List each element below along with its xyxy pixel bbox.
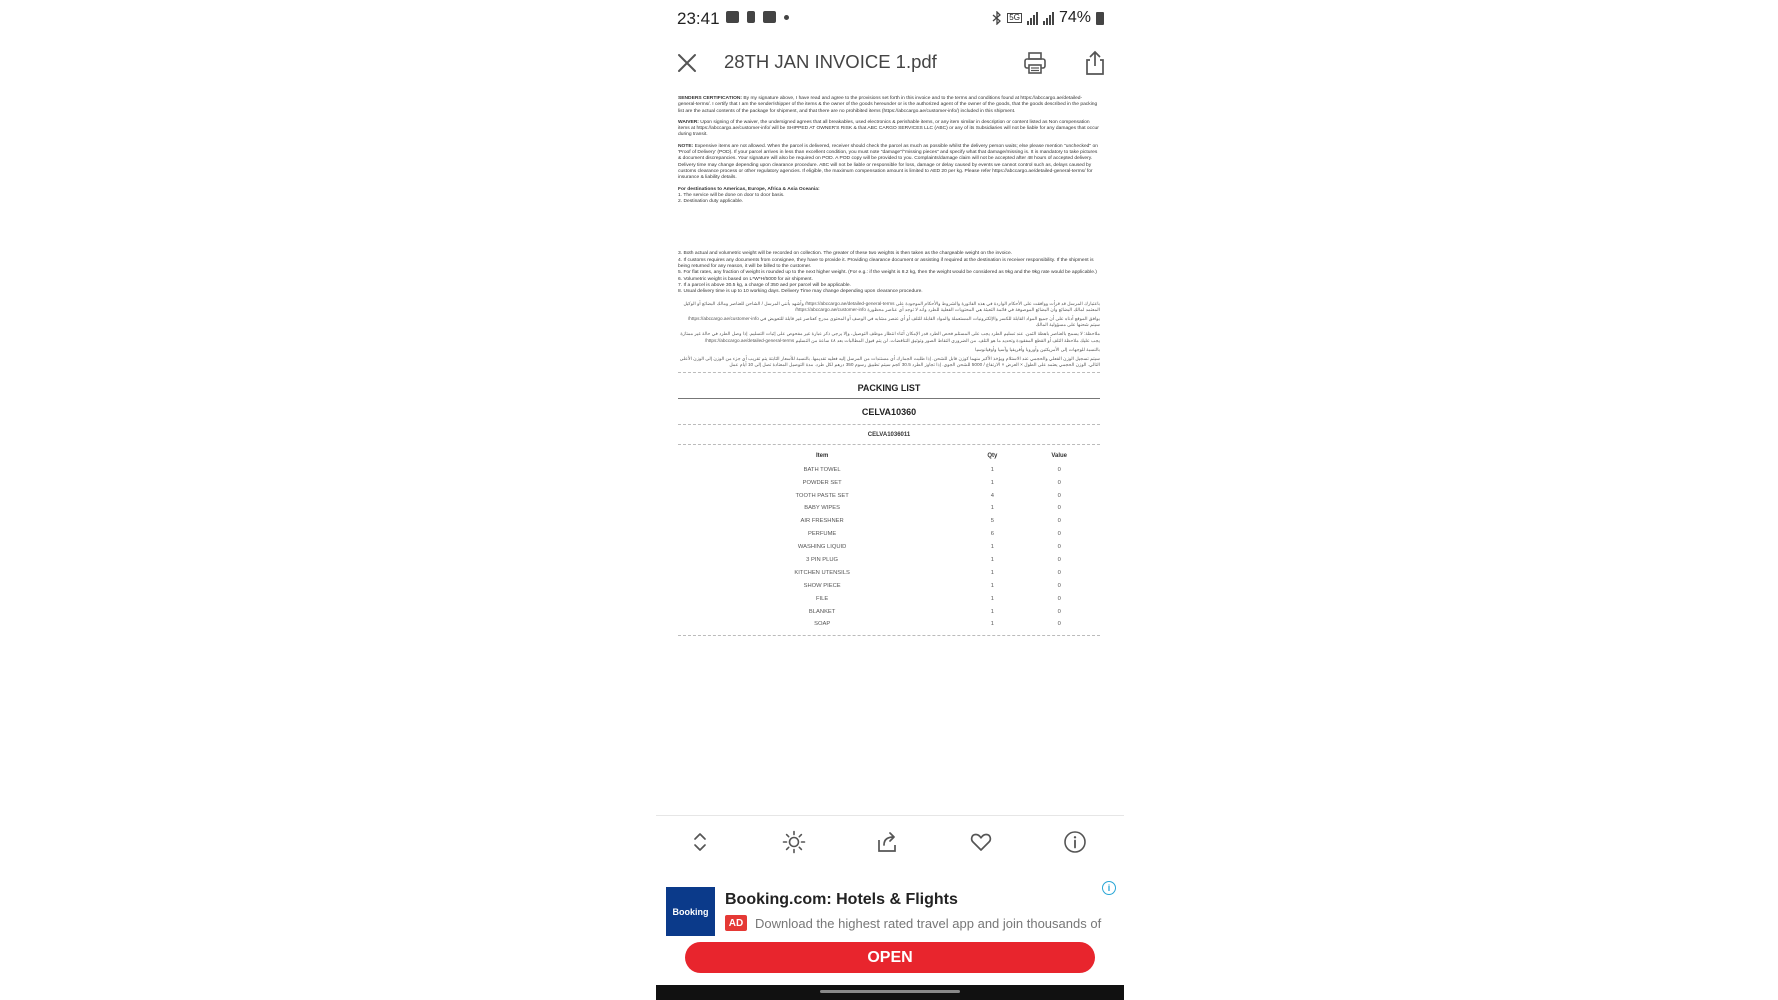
cell-qty: 1 <box>990 582 994 589</box>
cell-qty: 1 <box>990 569 994 576</box>
divider <box>678 398 1100 399</box>
rule-line: 5. For flat rates, any fraction of weight is rounded up to the next higher weight. (For e.g.: if the weight is 8.2 kg, then the weight would be considered as 9kg and the 9kg rate would be applicable.) <box>678 270 1097 276</box>
cell-qty: 1 <box>990 608 994 615</box>
home-handle[interactable] <box>820 990 960 993</box>
table-row <box>678 489 1100 502</box>
booking-logo: Booking <box>666 887 715 936</box>
table-row <box>678 476 1100 489</box>
ad-banner[interactable] <box>656 877 1124 985</box>
cell-value: 0 <box>1057 466 1061 473</box>
cell-qty: 4 <box>990 492 994 499</box>
ad-info-icon[interactable]: i <box>1102 881 1116 895</box>
column-header-value: Value <box>1051 453 1068 460</box>
table-row <box>678 528 1100 541</box>
signal-2-icon <box>1043 12 1054 25</box>
cell-qty: 5 <box>990 518 994 525</box>
arabic-paragraph: بالنسبة للوجهات إلى الأمريكتين وأوروبا وأفريقيا وآسيا وأوقيانوسيا <box>975 346 1100 352</box>
cell-value: 0 <box>1057 492 1061 499</box>
rule-line: 6. Volumetric weight is based on L*W*H/5000 for air shipment. <box>678 276 813 282</box>
photo-notification-icon <box>763 11 776 23</box>
sender-label: SENDERS CERTIFICATION: <box>678 96 743 101</box>
printer-icon[interactable] <box>1023 51 1047 75</box>
cell-item: KITCHEN UTENSILS <box>794 569 850 576</box>
waiver-text: Upon signing of the waiver, the undersigned agrees that all breakables, used electronics & perishable items, or any item similar in description or content listed as Non compensation items at https://abccargo.ae/customer-info/ will be SHIPPED AT OWNER'S RISK & that ABC CARGO SERVICES LLC (ABC) or any of its Subsidiaries will not be liable for any damages that occur during transit. <box>678 119 1099 138</box>
open-button[interactable]: OPEN <box>685 942 1095 973</box>
pdf-page <box>678 96 1100 640</box>
cell-item: BABY WIPES <box>804 505 840 512</box>
cell-qty: 1 <box>990 621 994 628</box>
cell-item: POWDER SET <box>802 479 842 486</box>
cell-qty: 6 <box>990 531 994 538</box>
phone-screen <box>656 0 1124 1000</box>
cell-item: SOAP <box>814 621 831 628</box>
cell-item: BLANKET <box>808 608 836 615</box>
cell-qty: 1 <box>990 544 994 551</box>
cell-value: 0 <box>1057 518 1061 525</box>
gallery-notification-icon <box>726 11 739 23</box>
column-header-item: Item <box>815 453 829 460</box>
cell-value: 0 <box>1057 569 1061 576</box>
arabic-paragraph: باعتبارك المرسل قد قرأت ووافقت على الأحكام الواردة في هذه الفاتورة والشروط والأحكام الموجودة على https://abccargo.ae/detailed-general-terms/ وأشهد بأنني المرسل / الشاحن للعناصر ومالك البضائع أو الوكيل المعتمد لمالك البضائع وأن البضائع الموصوفة في قائمة التعبئة هي المحتويات الفعلية للطرد وأنه لا توجد أي عناصر محظورة https://abccargo.ae/customer-info/ <box>683 300 1100 312</box>
sender-text: By my signature above, I have read and agree to the provisions set forth in this invoice and to the terms and conditions found at https://abccargo.ae/detailed-general-terms/. I certify that I am the sender/shipper of the items & the owner of the goods hereunder or is the authorized agent of the owner of the goods, that the goods described in the packing list are the actual contents of the package for shipment, and that there are no prohibited items (https://abccargo.ae/customer-info/) included in this shipment. <box>678 96 1098 114</box>
cell-qty: 1 <box>990 505 994 512</box>
packing-code: CELVA10360 <box>861 407 917 418</box>
cell-qty: 1 <box>990 557 994 564</box>
cell-item: 3 PIN PLUG <box>806 557 839 564</box>
table-row <box>678 605 1100 618</box>
waiver-label: WAIVER: <box>678 119 699 125</box>
battery-icon <box>1096 12 1104 25</box>
ad-title[interactable]: Booking.com: Hotels & Flights <box>725 891 958 908</box>
bluetooth-icon <box>992 11 1002 25</box>
expand-collapse-icon[interactable] <box>688 830 712 854</box>
cell-item: PERFUME <box>807 531 837 538</box>
ad-description: Download the highest rated travel app and join thousands of <box>755 916 1102 931</box>
info-icon[interactable] <box>1063 830 1087 854</box>
rule-line: 8. Usual delivery time is up to 10 working days. Delivery Time may change depending upon clearance procedure. <box>678 289 923 295</box>
table-row <box>678 502 1100 515</box>
arabic-paragraph: يوافق الموقع أدناه على أن جميع المواد القابلة للكسر والإلكترونيات المستعملة والمواد القابلة للتلف أو أي عنصر مشابه في الوصف أو المحتوى مدرج كعناصر غير قابلة للتعويض في https://abccargo.ae/customer-info/ سيتم شحنها على مسؤولية المالك <box>687 315 1100 328</box>
share-icon[interactable] <box>876 830 900 854</box>
cell-value: 0 <box>1057 479 1061 486</box>
note <box>678 144 1100 182</box>
table-row <box>678 541 1100 554</box>
cell-qty: 1 <box>990 466 994 473</box>
cell-value: 0 <box>1057 608 1061 615</box>
table-row <box>678 515 1100 528</box>
brightness-icon[interactable] <box>782 830 806 854</box>
divider <box>678 635 1100 636</box>
table-header-row <box>678 451 1100 463</box>
arabic-paragraph: ملاحظة: لا يسمح بالعناصر باهظة الثمن. عند تسليم الطرد يجب على المستلم فحص الطرد قدر الإمكان أثناء انتظار موظف التوصيل، وإلا يرجى ذكر عبارة غير مفحوص على إثبات التسليم. إذا وصل الطرد في حالة غير ممتازة يجب عليك ملاحظة التلف أو القطع المفقودة وتحديد ما هو التلف. من الضروري التقاط الصور وتوثيق التناقضات. لن يتم قبول المطالبات بعد ٤٨ ساعة من التسليم https://abccargo.ae/detailed-general-terms/ <box>680 331 1100 343</box>
cell-qty: 1 <box>990 479 994 486</box>
cell-value: 0 <box>1057 582 1061 589</box>
bottom-toolbar <box>656 815 1124 868</box>
table-row <box>678 618 1100 631</box>
more-notifications-icon <box>784 15 789 20</box>
status-indicators <box>992 9 1104 27</box>
cell-value: 0 <box>1057 531 1061 538</box>
rule-line: 3. Both actual and volumetric weight will be recorded on collection. The greater of these two weights is then taken as the chargeable weight on the invoice. <box>678 251 1013 257</box>
cell-item: TOOTH PASTE SET <box>795 492 849 499</box>
cell-value: 0 <box>1057 621 1061 628</box>
packing-subcode: CELVA1036011 <box>867 432 911 439</box>
column-header-qty: Qty <box>987 453 998 460</box>
packing-list-title: PACKING LIST <box>857 383 921 394</box>
app-notification-icon <box>747 11 755 23</box>
cell-item: SHOW PIECE <box>803 582 841 589</box>
cell-qty: 1 <box>990 595 994 602</box>
page-break-space <box>678 205 1100 251</box>
close-icon[interactable] <box>676 52 698 74</box>
app-bar <box>656 40 1124 84</box>
cell-value: 0 <box>1057 505 1061 512</box>
notification-icons <box>726 11 789 23</box>
cell-item: WASHING LIQUID <box>797 544 847 551</box>
divider <box>678 444 1100 445</box>
table-row <box>678 592 1100 605</box>
cell-value: 0 <box>1057 557 1061 564</box>
destinations-block <box>678 187 1100 206</box>
cell-item: FILE <box>816 595 829 602</box>
rules-block <box>678 251 1100 295</box>
divider <box>678 424 1100 425</box>
cell-value: 0 <box>1057 595 1061 602</box>
heart-icon[interactable] <box>969 830 993 854</box>
table-row <box>678 579 1100 592</box>
battery-percent: 74% <box>1058 9 1091 26</box>
divider <box>678 372 1100 373</box>
cell-item: BATH TOWEL <box>803 466 841 473</box>
sender-certification <box>678 96 1100 115</box>
network-type-badge: 5G <box>1009 13 1020 22</box>
cell-item: AIR FRESHNER <box>800 518 844 525</box>
destination-line: 1. The service will be done on door to door basis. <box>678 192 785 198</box>
share-icon[interactable] <box>1084 50 1106 76</box>
arabic-paragraph: سيتم تسجيل الوزن الفعلي والحجمي عند الاستلام ويؤخذ الأكبر منهما كوزن قابل للشحن. إذا طلبت الجمارك أي مستندات من المرسل إليه فعليه تقديمها. بالنسبة للأسعار الثابتة يتم تقريب أي جزء من الوزن إلى الوزن الأعلى التالي. الوزن الحجمي يعتمد على الطول × العرض × الارتفاع / 5000 للشحن الجوي. إذا تجاوز الطرد 30.5 كجم سيتم تطبيق رسوم 350 درهم لكل طرد. مدة التوصيل المعتادة تصل إلى 10 أيام عمل <box>679 355 1100 368</box>
note-text: Expensive items are not allowed. When the parcel is delivered, receiver should check the parcel as much as possible whilst the delivery person waits; else please mention "unchecked" on 'Proof of Delivery' (POD). If your parcel arrives in less than excellent condition, you must note "damage"/"missing pieces" and specify what that damage/missing is. It is mandatory to take pictures & document discrepancies. Your signature will also be required on POD. A POD copy will be provided to you. Complaints/damage claim will not be accepted after 48 hours of accepted delivery. Delivery time may change depending upon clearance procedure. ABC will not be liable or responsible for loss, damage or delay caused by events we cannot control such as, delays caused by customs clearance process or other regulatory agencies. If eligible, the maximum compensation amount is limited to AED 20 per kg. Please refer https://abccargo.ae/detailed-general-terms/ for insurance & liability details. <box>678 143 1098 181</box>
destination-line: 2. Destination duty applicable. <box>678 199 744 205</box>
cell-value: 0 <box>1057 544 1061 551</box>
file-title: 28TH JAN INVOICE 1.pdf <box>724 51 937 72</box>
status-bar <box>656 0 1124 40</box>
destinations-heading: For destinations to Americas, Europe, Africa & Asia Oceania: <box>678 186 820 192</box>
packing-table <box>678 451 1100 631</box>
waiver <box>678 120 1100 139</box>
signal-1-icon <box>1027 12 1038 25</box>
table-row <box>678 566 1100 579</box>
ad-badge: AD <box>725 915 747 931</box>
rule-line: 7. If a parcel is above 30.5 kg, a charge of 350 aed per parcel will be applicable. <box>678 282 851 288</box>
status-time: 23:41 <box>677 9 720 28</box>
table-row <box>678 554 1100 567</box>
rule-line: 4. If customs requires any documents from consignee, they have to provide it. Providing clearance document or assisting if required at the destination is receiver responsibility. If the shipment is being returned for any reason, it will be billed to the customer. <box>678 257 1094 270</box>
note-label: NOTE: <box>678 143 694 149</box>
navigation-bar <box>656 985 1124 1000</box>
table-row <box>678 463 1100 476</box>
